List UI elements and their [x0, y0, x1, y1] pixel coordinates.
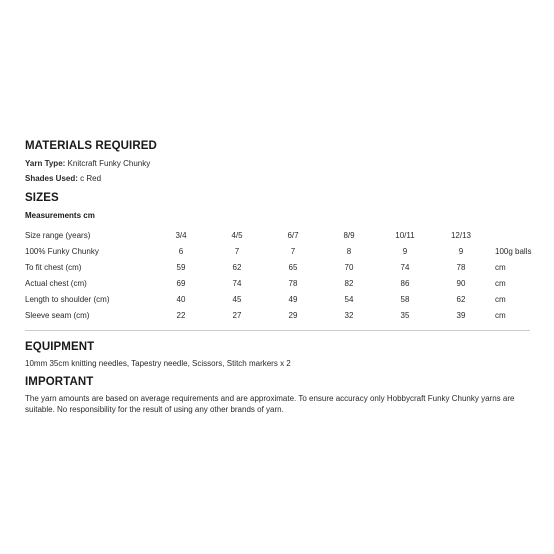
equipment-heading: EQUIPMENT: [25, 341, 95, 353]
row-label: Sleeve seam (cm): [25, 310, 90, 320]
table-cell: 12/13: [450, 230, 472, 240]
table-cell: 82: [344, 278, 354, 288]
table-cell: 45: [232, 294, 242, 304]
table-cell: 27: [232, 310, 242, 320]
table-cell: 32: [344, 310, 354, 320]
shades-label: Shades Used:: [25, 174, 78, 183]
yarn-type-value: Knitcraft Funky Chunky: [67, 159, 151, 168]
yarn-type-label: Yarn Type:: [25, 159, 66, 168]
table-cell: 8: [346, 246, 352, 256]
table-cell: 65: [288, 262, 298, 272]
materials-heading: MATERIALS REQUIRED: [25, 140, 157, 152]
table-cell: 29: [288, 310, 298, 320]
sizes-heading: SIZES: [25, 192, 59, 204]
table-row: [25, 259, 537, 275]
section-divider: [25, 330, 530, 331]
table-cell: 4/5: [231, 230, 243, 240]
table-cell: 90: [456, 278, 466, 288]
table-cell: 9: [402, 246, 408, 256]
table-cell: 3/4: [175, 230, 187, 240]
table-cell: 6/7: [287, 230, 299, 240]
equipment-text: 10mm 35cm knitting needles, Tapestry needle, Scissors, Stitch markers x 2: [25, 359, 291, 368]
table-cell: 69: [176, 278, 186, 288]
table-cell: 35: [400, 310, 410, 320]
table-cell: 86: [400, 278, 410, 288]
table-cell: 62: [232, 262, 242, 272]
table-cell: 6: [178, 246, 184, 256]
table-cell: 49: [288, 294, 298, 304]
table-cell: 74: [232, 278, 242, 288]
table-row: [25, 275, 537, 291]
row-unit: cm: [495, 310, 506, 320]
row-unit: cm: [495, 294, 506, 304]
table-row: [25, 227, 537, 243]
row-label: Size range (years): [25, 230, 91, 240]
table-cell: 9: [458, 246, 464, 256]
table-cell: 7: [290, 246, 296, 256]
table-row: [25, 243, 537, 259]
table-cell: 78: [288, 278, 298, 288]
row-label: To fit chest (cm): [25, 262, 82, 272]
table-cell: 58: [400, 294, 410, 304]
table-cell: 70: [344, 262, 354, 272]
row-unit: cm: [495, 278, 506, 288]
table-cell: 59: [176, 262, 186, 272]
shades-line: [25, 174, 101, 183]
yarn-type-line: [25, 159, 150, 168]
table-cell: 78: [456, 262, 466, 272]
sizes-table: [25, 227, 537, 323]
table-cell: 54: [344, 294, 354, 304]
row-unit: [489, 227, 537, 243]
row-label: Actual chest (cm): [25, 278, 87, 288]
table-cell: 22: [176, 310, 186, 320]
table-cell: 40: [176, 294, 186, 304]
row-label: 100% Funky Chunky: [25, 246, 99, 256]
table-row: [25, 307, 537, 323]
table-cell: 62: [456, 294, 466, 304]
table-cell: 8/9: [343, 230, 355, 240]
sizes-table-body: [25, 227, 537, 323]
row-label: Length to shoulder (cm): [25, 294, 110, 304]
table-row: [25, 291, 537, 307]
table-cell: 74: [400, 262, 410, 272]
shades-value: c Red: [80, 174, 102, 183]
table-cell: 10/11: [395, 230, 415, 240]
table-cell: 39: [456, 310, 466, 320]
row-unit: cm: [495, 262, 506, 272]
row-unit: 100g balls: [495, 246, 532, 256]
important-heading: IMPORTANT: [25, 376, 94, 388]
measurements-label: Measurements cm: [25, 211, 95, 220]
important-text: The yarn amounts are based on average requirements and are approximate. To ensure accuracy only Hobbycraft Funky Chunky yarns are suitable. No responsibility for the result of using any other brands of yarn.: [25, 394, 515, 414]
table-cell: 7: [234, 246, 240, 256]
